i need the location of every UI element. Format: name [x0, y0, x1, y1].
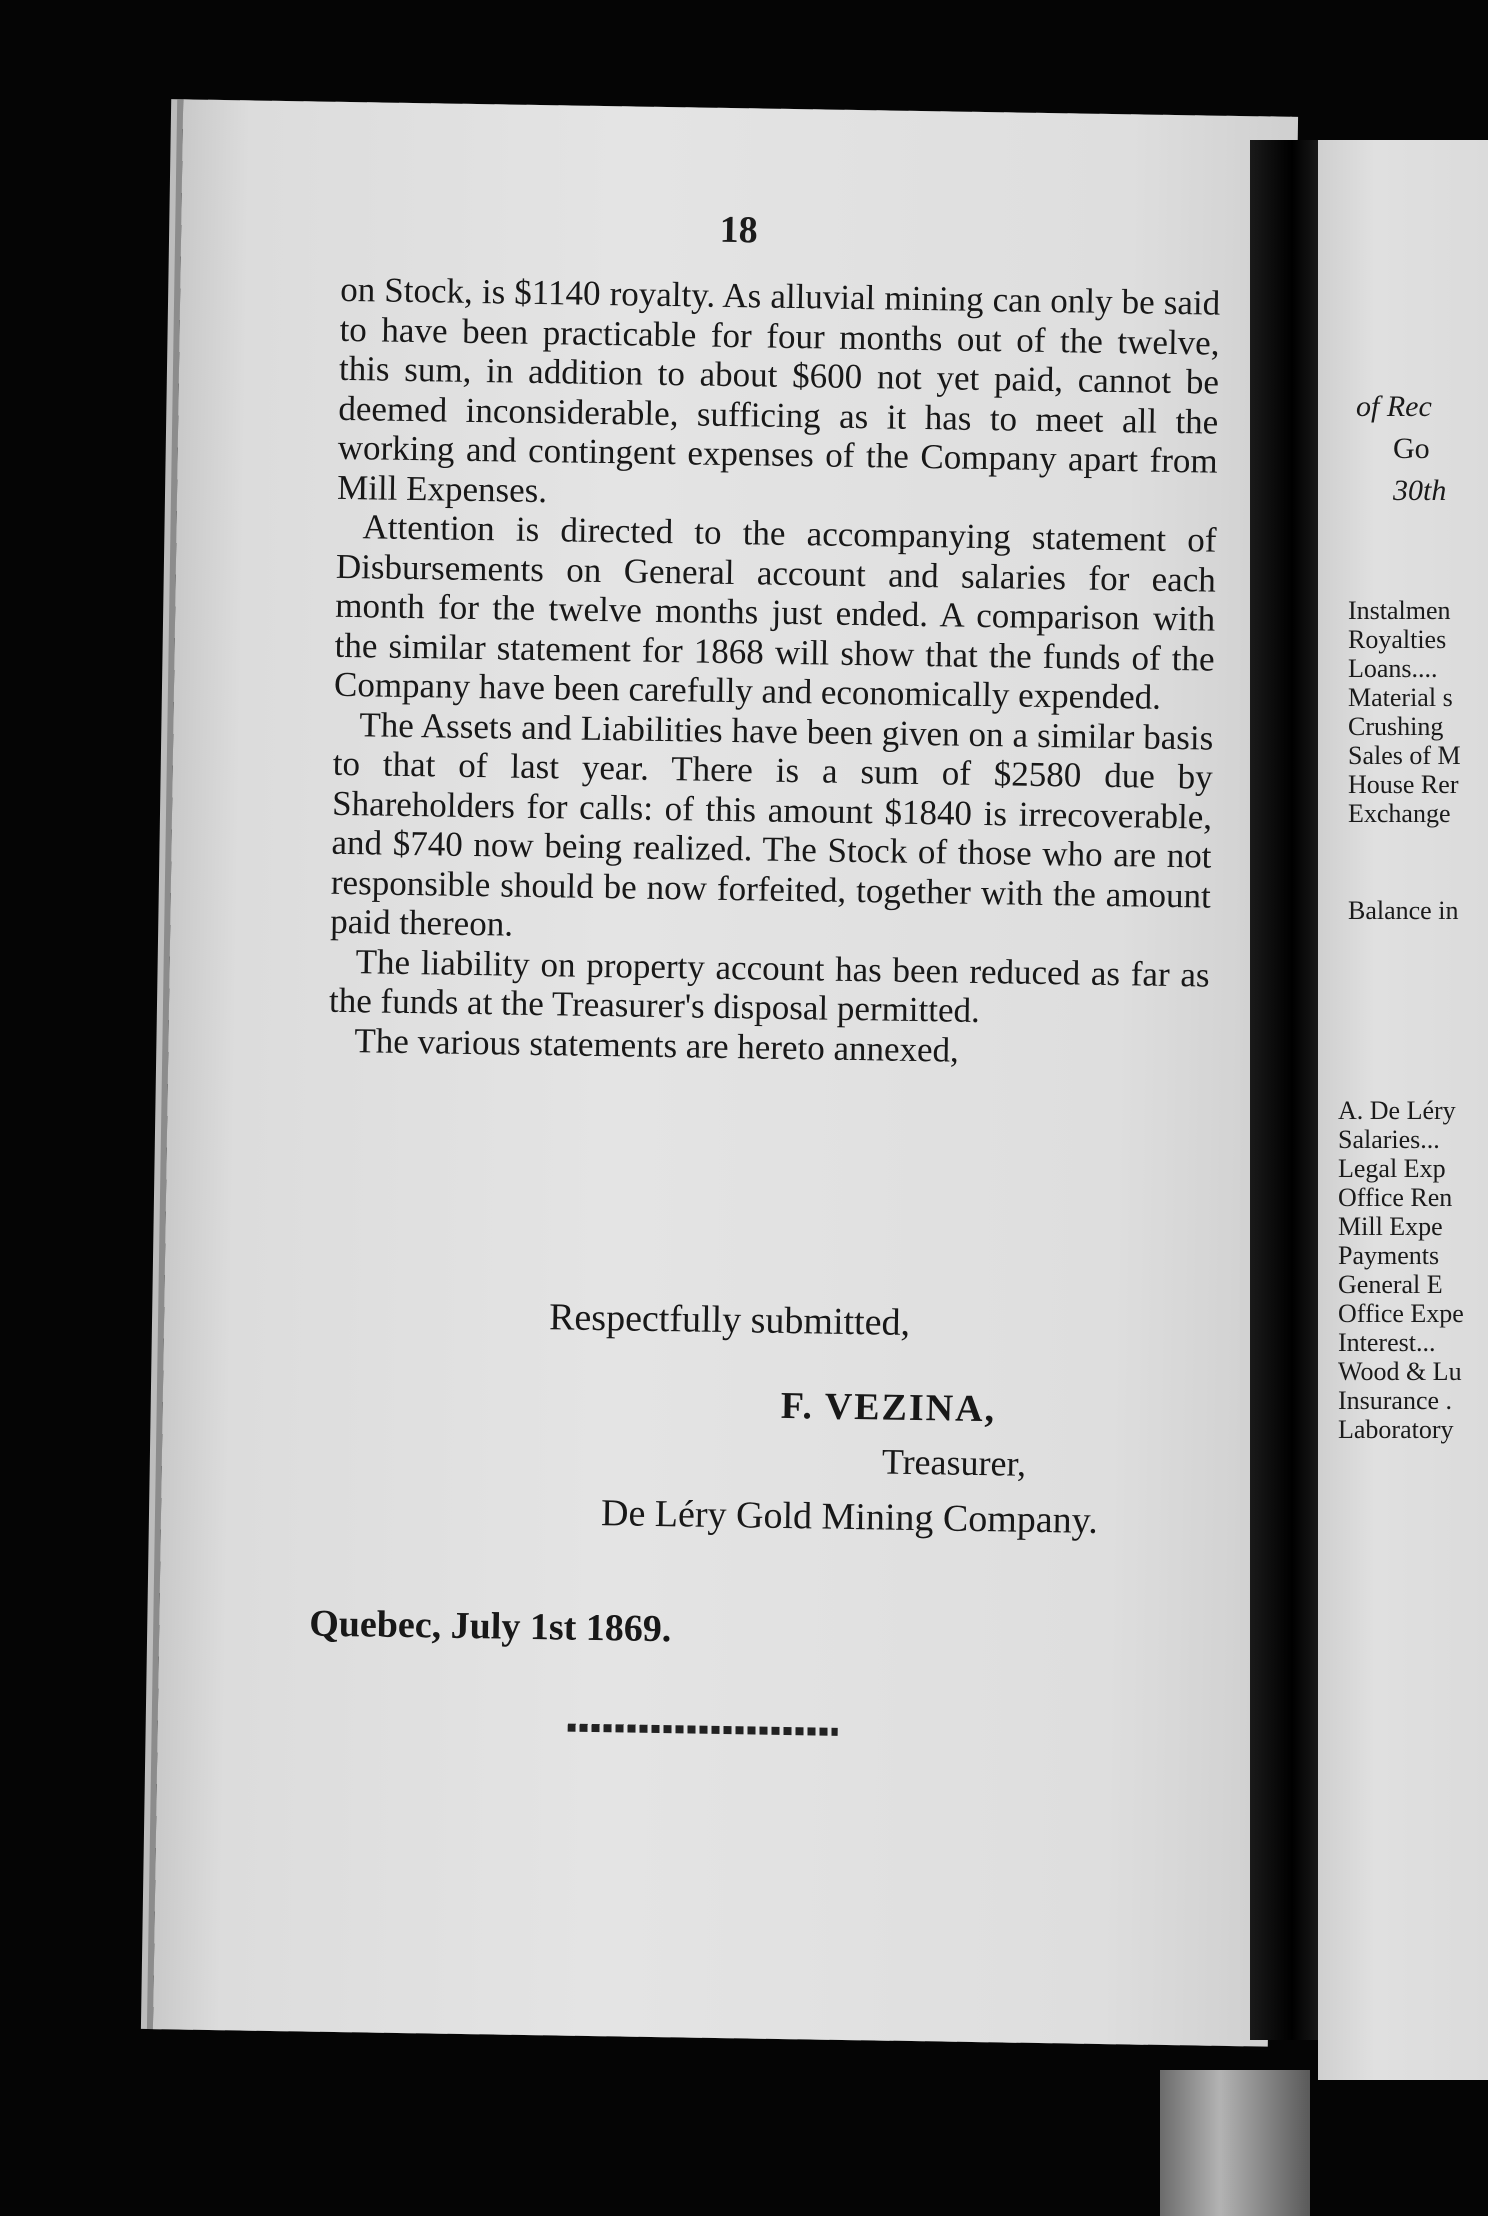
- company-name: De Léry Gold Mining Company.: [600, 1492, 1099, 1542]
- receipt-item: Loans....: [1348, 654, 1438, 683]
- disbursement-item: Salaries...: [1338, 1125, 1440, 1154]
- receipt-item: Exchange: [1348, 799, 1451, 828]
- paragraph-3: The Assets and Liabilities have been given on a similar basis to that of last year. There is a sum of $2580 due by Shareholders for calls: of this amount $1840 is irrecoverable, and $740 now being realized. The Stock of those who are not responsible should be now forfeited, together with the amount paid thereon.: [330, 704, 1214, 944]
- receipts-list: [1348, 596, 1461, 828]
- receipt-item: Material s: [1348, 683, 1453, 712]
- disbursement-item: Office Expe: [1338, 1299, 1464, 1328]
- disbursements-list: [1338, 1096, 1464, 1444]
- paragraph-5: The various statements are hereto annexed,: [354, 1020, 960, 1070]
- balance-line: Balance in: [1348, 896, 1459, 925]
- dateline: Quebec, July 1st 1869.: [308, 1602, 672, 1651]
- receipt-item: Sales of M: [1348, 741, 1461, 770]
- signer-name: F. VEZINA,: [780, 1384, 997, 1431]
- disbursement-item: Office Ren: [1338, 1183, 1453, 1212]
- receipt-item: Instalmen: [1348, 596, 1451, 625]
- paragraph-1: on Stock, is $1140 royalty. As alluvial mining can only be said to have been practicable for four months out of the twelve, this sum, in addition to about $600 not yet paid, cannot be deemed inconsiderable, sufficing as it has to meet all the working and contingent expenses of the Company apart from Mill Expenses.: [336, 269, 1221, 510]
- disbursement-item: Insurance .: [1338, 1386, 1453, 1415]
- right-heading-3: 30th: [1393, 474, 1447, 507]
- right-heading-2: Go: [1393, 432, 1430, 465]
- right-page: [1318, 140, 1488, 2080]
- body-text: [328, 270, 1220, 1074]
- receipt-item: House Rer: [1348, 770, 1459, 799]
- paragraph-2: Attention is directed to the accompanying statement of Disbursements on General account and salaries for each month for the twelve months just ended. A comparison with the similar statement for 1868 will show that the funds of the Company have been carefully and economically expended.: [333, 507, 1217, 717]
- book-gutter: [1250, 140, 1320, 2040]
- paragraph-4: The liability on property account has been reduced as far as the funds at the Treasurer's disposal permitted.: [328, 941, 1210, 1030]
- page-number: 18: [719, 208, 759, 252]
- disbursement-item: Payments: [1338, 1241, 1440, 1270]
- disbursement-item: Mill Expe: [1338, 1212, 1443, 1241]
- disbursement-item: Legal Exp: [1338, 1154, 1446, 1183]
- closing-phrase: Respectfully submitted,: [548, 1296, 911, 1344]
- page-edge-strip: [1160, 2070, 1310, 2216]
- ornamental-rule: [568, 1724, 838, 1736]
- disbursement-item: Laboratory: [1338, 1415, 1454, 1444]
- disbursement-item: General E: [1338, 1270, 1443, 1299]
- left-page: [153, 99, 1298, 2046]
- right-heading-1: of Rec: [1356, 390, 1432, 423]
- signer-title: Treasurer,: [881, 1441, 1027, 1484]
- receipt-item: Royalties: [1348, 625, 1447, 654]
- disbursement-item: Wood & Lu: [1338, 1357, 1462, 1386]
- disbursement-item: Interest...: [1338, 1328, 1436, 1357]
- receipt-item: Crushing: [1348, 712, 1444, 741]
- disbursement-item: A. De Léry: [1338, 1096, 1456, 1125]
